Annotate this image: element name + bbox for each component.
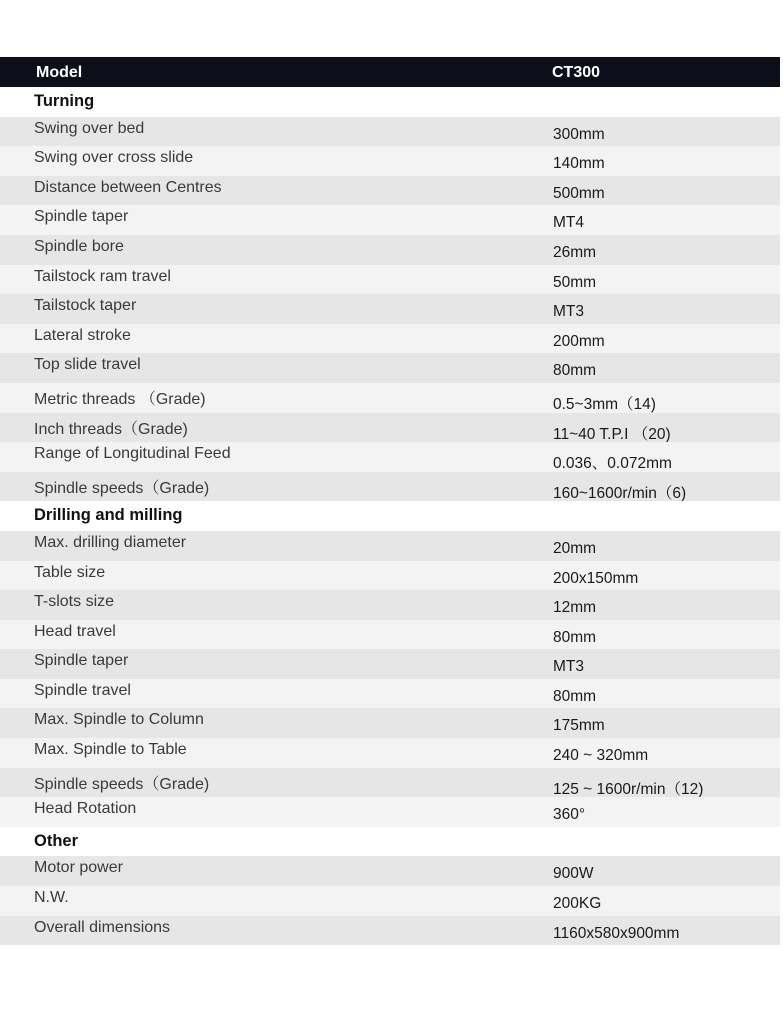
spec-value: 0.5~3mm（14) (553, 395, 656, 413)
section-header (0, 501, 780, 531)
spec-value: 500mm (553, 184, 605, 202)
spec-label: Head travel (34, 622, 116, 640)
section-title: Turning (34, 92, 95, 110)
section-header (0, 827, 780, 857)
spec-label: Table size (34, 563, 106, 581)
spec-value: 26mm (553, 243, 597, 261)
table-row (0, 413, 780, 443)
spec-value: 80mm (553, 687, 597, 705)
spec-label: N.W. (34, 889, 69, 907)
table-row (0, 916, 780, 946)
table-row (0, 590, 780, 620)
table-row (0, 797, 780, 827)
spec-label: Spindle taper (34, 208, 129, 226)
spec-value: 1160x580x900mm (553, 924, 680, 942)
spec-value: 200x150mm (553, 569, 639, 587)
spec-value: 200mm (553, 332, 605, 350)
table-row (0, 649, 780, 679)
spec-value: 200KG (553, 895, 602, 913)
table-row (0, 561, 780, 591)
spec-value: 50mm (553, 273, 597, 291)
spec-label: T-slots size (34, 593, 115, 611)
table-row (0, 383, 780, 413)
table-row (0, 146, 780, 176)
spec-label: Distance between Centres (34, 178, 222, 196)
table-row (0, 442, 780, 472)
spec-value: MT3 (553, 303, 584, 321)
spec-label: Spindle speeds（Grade) (34, 775, 210, 793)
table-row (0, 531, 780, 561)
table-row (0, 886, 780, 916)
table-row (0, 205, 780, 235)
spec-label: Max. drilling diameter (34, 533, 187, 551)
spec-label: Top slide travel (34, 356, 141, 374)
spec-label: Spindle bore (34, 237, 124, 255)
header-model-label: Model (36, 64, 83, 81)
spec-value: 360° (553, 806, 586, 824)
spec-label: Swing over bed (34, 119, 145, 137)
spec-label: Head Rotation (34, 800, 137, 818)
spec-value: 160~1600r/min（6) (553, 484, 687, 502)
table-header (0, 57, 780, 87)
spec-table (0, 57, 780, 945)
spec-value: 12mm (553, 599, 597, 617)
spec-value: 140mm (553, 155, 605, 173)
spec-label: Inch threads（Grade) (34, 420, 188, 438)
spec-value: 80mm (553, 628, 597, 646)
table-row (0, 738, 780, 768)
table-row (0, 472, 780, 502)
spec-value: 0.036、0.072mm (553, 455, 672, 473)
table-row (0, 294, 780, 324)
table-row (0, 679, 780, 709)
section-title: Drilling and milling (34, 506, 183, 525)
spec-value: MT4 (553, 214, 584, 232)
spec-label: Max. Spindle to Column (34, 711, 204, 729)
spec-label: Spindle speeds（Grade) (34, 479, 210, 497)
spec-value: 11~40 T.P.I （20) (553, 425, 671, 443)
table-row (0, 353, 780, 383)
spec-label: Motor power (34, 859, 123, 877)
table-row (0, 235, 780, 265)
spec-label: Range of Longitudinal Feed (34, 445, 231, 463)
spec-value: 80mm (553, 362, 597, 380)
header-model-value: CT300 (552, 64, 601, 81)
spec-value: 900W (553, 865, 594, 883)
table-row (0, 265, 780, 295)
spec-label: Tailstock taper (34, 297, 137, 315)
table-row (0, 768, 780, 798)
table-row (0, 620, 780, 650)
spec-value: 300mm (553, 125, 605, 143)
table-row (0, 708, 780, 738)
section-header (0, 87, 780, 117)
spec-label: Metric threads （Grade) (34, 390, 206, 408)
table-row (0, 324, 780, 354)
spec-label: Lateral stroke (34, 326, 131, 344)
spec-label: Spindle travel (34, 681, 131, 699)
spec-value: 175mm (553, 717, 605, 735)
spec-label: Swing over cross slide (34, 149, 194, 167)
spec-value: 20mm (553, 539, 597, 557)
spec-value: 125 ~ 1600r/min（12) (553, 780, 704, 798)
section-title: Other (34, 831, 79, 850)
spec-label: Max. Spindle to Table (34, 741, 187, 759)
table-row (0, 117, 780, 147)
spec-label: Tailstock ram travel (34, 267, 171, 285)
table-row (0, 856, 780, 886)
table-row (0, 176, 780, 206)
spec-value: 240 ~ 320mm (553, 747, 649, 765)
spec-label: Overall dimensions (34, 918, 171, 936)
spec-value: MT3 (553, 658, 584, 676)
spec-label: Spindle taper (34, 652, 129, 670)
